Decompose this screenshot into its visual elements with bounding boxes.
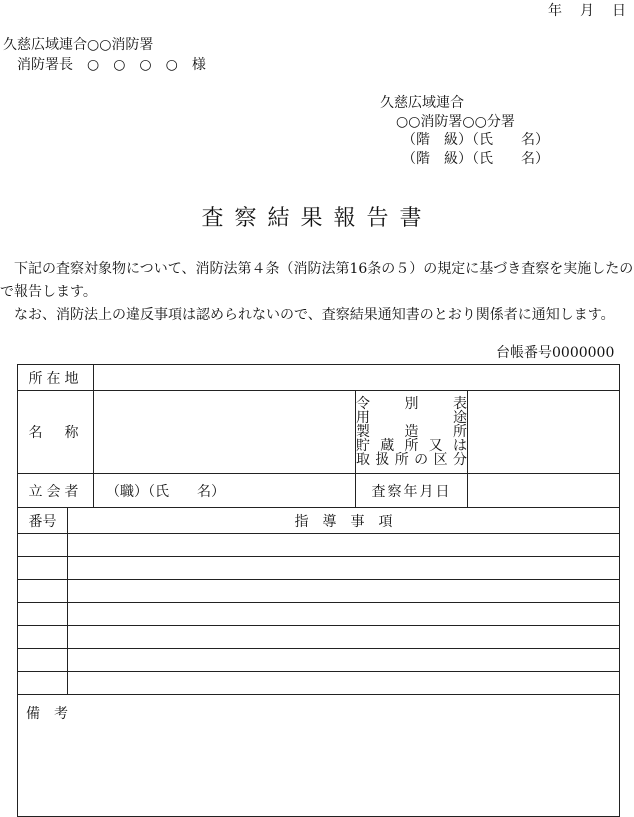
remarks-cell bbox=[18, 695, 620, 817]
number-header: 番号 bbox=[18, 508, 68, 534]
witness-value: （職）（氏 名） bbox=[94, 474, 356, 508]
usage-line-3: 製 造 所 bbox=[356, 424, 467, 440]
usage-line-5: 取 扱 所 の 区 分 bbox=[356, 452, 467, 468]
sender-line-2: （階 級）（氏 名） bbox=[402, 151, 549, 167]
body-paragraph-2: なお、消防法上の違反事項は認められないので、査察結果通知書のとおり関係者に通知します。 bbox=[0, 307, 615, 323]
addressee-org: 久慈広域連合○○消防署 bbox=[3, 37, 154, 53]
guidance-row bbox=[18, 649, 620, 672]
guidance-row bbox=[18, 580, 620, 603]
remarks-label: 備考 bbox=[26, 706, 82, 722]
addressee-name: 消防署長 ○ ○ ○ ○ 様 bbox=[17, 57, 206, 73]
inspection-date-label: 査察年月日 bbox=[356, 474, 468, 508]
guidance-row bbox=[18, 672, 620, 695]
guidance-row bbox=[18, 557, 620, 580]
ledger-number: 台帳番号0000000 bbox=[496, 345, 615, 361]
inspection-form-table bbox=[17, 364, 620, 817]
document-title: 査察結果報告書 bbox=[201, 206, 433, 231]
sender-org: 久慈広域連合 bbox=[380, 95, 464, 111]
location-value bbox=[94, 365, 620, 391]
report-body bbox=[0, 258, 634, 327]
date-month-label: 月 bbox=[580, 3, 594, 19]
sender-office: ○○消防署○○分署 bbox=[396, 114, 515, 130]
body-paragraph-1: 下記の査察対象物について、消防法第４条（消防法第16条の５）の規定に基づき査察を実施したので報告します。 bbox=[0, 261, 634, 300]
guidance-row bbox=[18, 626, 620, 649]
usage-line-1: 令 別 表 bbox=[356, 396, 467, 412]
location-label: 所在地 bbox=[18, 365, 94, 391]
date-day-label: 日 bbox=[612, 3, 626, 19]
guidance-row bbox=[18, 603, 620, 626]
guidance-row bbox=[18, 534, 620, 557]
witness-label: 立会者 bbox=[18, 474, 94, 508]
usage-category-label bbox=[356, 391, 468, 474]
usage-category-value bbox=[468, 391, 620, 474]
inspection-date-value bbox=[468, 474, 620, 508]
guidance-header: 指 導 事 項 bbox=[68, 508, 620, 534]
name-label: 名 称 bbox=[18, 391, 94, 474]
date-year-label: 年 bbox=[548, 3, 562, 19]
usage-line-4: 貯 蔵 所 又 は bbox=[356, 438, 467, 454]
sender-line-1: （階 級）（氏 名） bbox=[402, 132, 549, 148]
name-value bbox=[94, 391, 356, 474]
date-line bbox=[548, 4, 626, 18]
usage-line-2: 用 途 bbox=[356, 410, 467, 426]
